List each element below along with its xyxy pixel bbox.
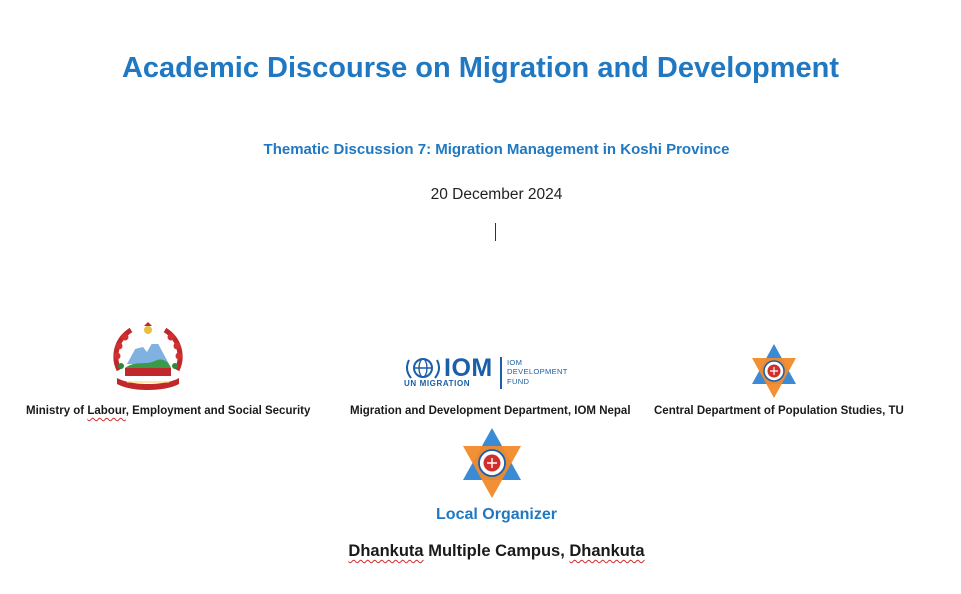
ministry-label-prefix: Ministry of <box>26 405 88 417</box>
text-cursor[interactable] <box>495 223 496 241</box>
ministry-label-marked: Labour <box>87 405 126 417</box>
page-title: Academic Discourse on Migration and Development <box>121 52 840 84</box>
iom-logo-text: IOM <box>444 354 493 382</box>
iom-globe-icon <box>406 356 436 380</box>
tribhuvan-university-star-icon <box>461 427 523 499</box>
campus-name-marked-2: Dhankuta <box>569 542 645 560</box>
iom-fund-line3: FUND <box>507 376 530 386</box>
nepal-government-emblem-icon <box>107 322 189 392</box>
local-organizer-name <box>0 542 961 561</box>
iom-fund-line2: DEVELOPMENT <box>507 367 568 377</box>
page-subtitle: Thematic Discussion 7: Migration Management in Koshi Province <box>263 141 730 158</box>
iom-logo <box>404 356 594 392</box>
ministry-label <box>26 405 310 417</box>
event-date: 20 December 2024 <box>430 186 563 203</box>
campus-name-marked-1: Dhankuta <box>348 542 424 560</box>
tribhuvan-university-star-icon <box>750 343 798 399</box>
cdps-label: Central Department of Population Studies, TU <box>654 405 904 417</box>
iom-logo-subtext: UN MIGRATION <box>404 379 471 388</box>
iom-fund-line1: IOM <box>507 358 523 367</box>
iom-label: Migration and Development Department, IOM Nepal <box>350 405 631 417</box>
iom-logo-divider <box>500 357 502 389</box>
iom-fund-text <box>507 358 568 386</box>
ministry-label-suffix: , Employment and Social Security <box>125 405 311 417</box>
local-organizer-heading: Local Organizer <box>436 506 557 523</box>
campus-name-middle: Multiple Campus, <box>423 542 570 560</box>
